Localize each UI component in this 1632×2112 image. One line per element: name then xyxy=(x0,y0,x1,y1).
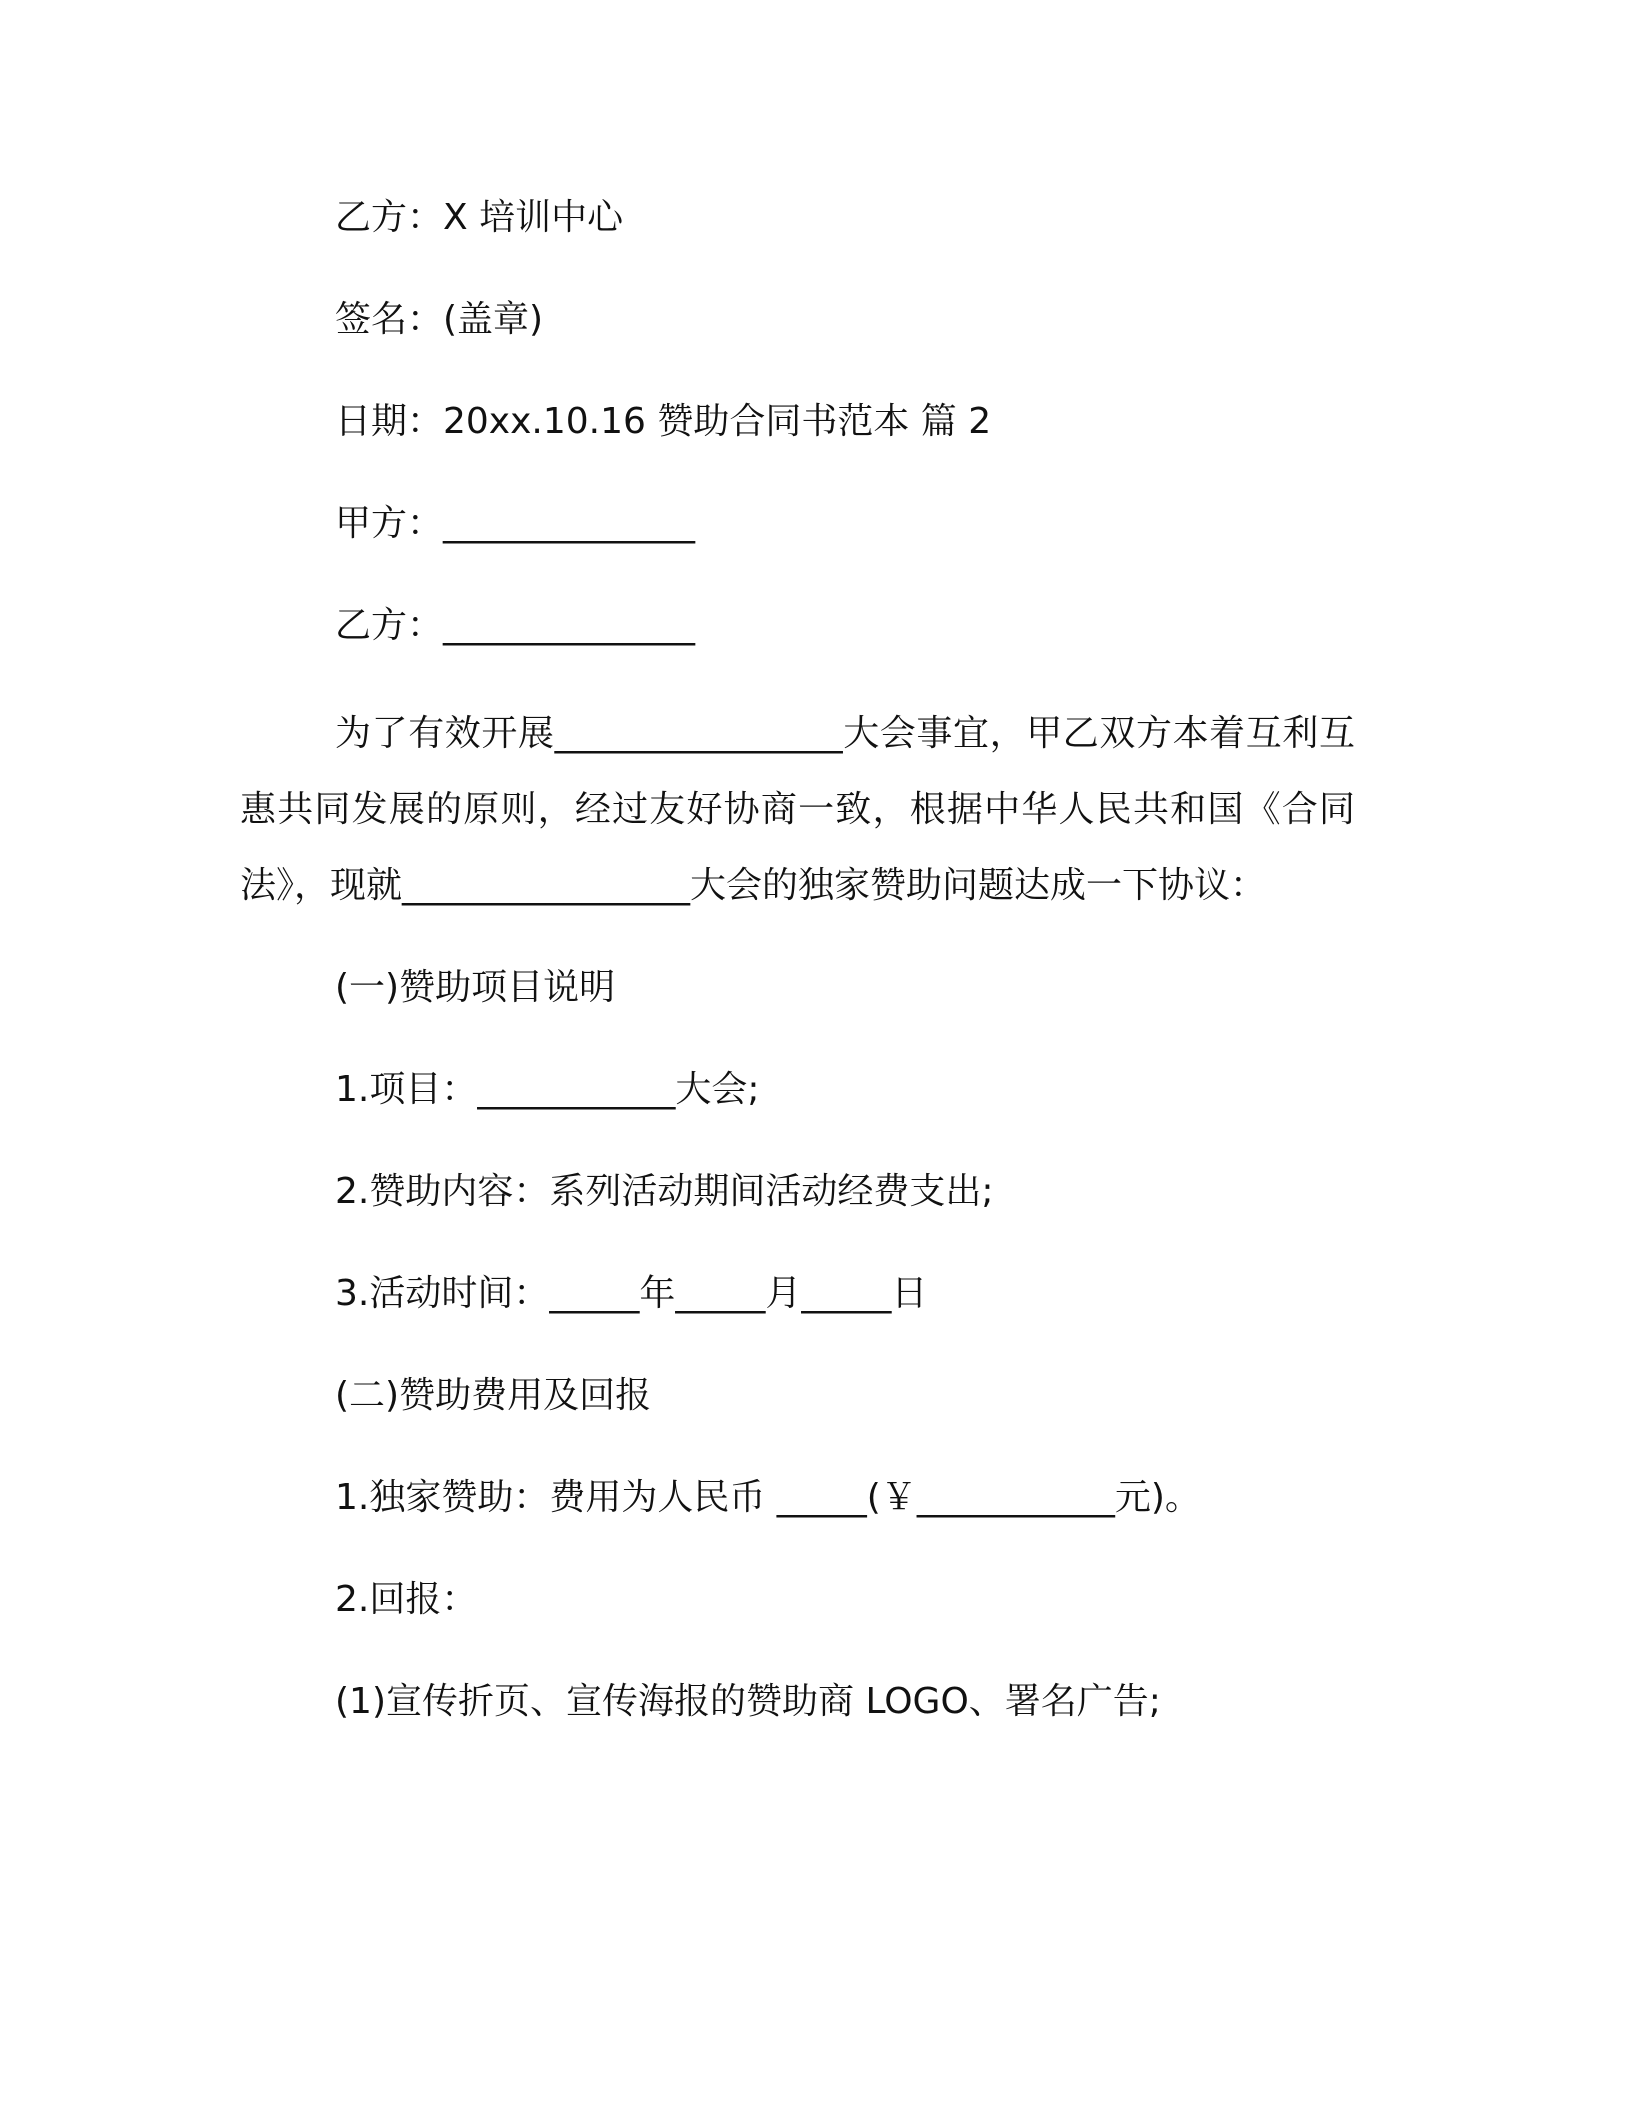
section-1-item-2: 2.赞助内容：系列活动期间活动经费支出; xyxy=(335,1171,994,1212)
party-a-blank-line: 甲方：______________ xyxy=(335,503,696,544)
party-b-blank-line: 乙方：______________ xyxy=(335,605,696,646)
section-1-heading: (一)赞助项目说明 xyxy=(335,967,616,1008)
intro-paragraph: 为了有效开展________________大会事宜，甲乙双方本着互利互惠共同发展的原则，经过友好协商一致，根据中华人民共和国《合同法》，现就________________大会的独家赞助问题达成一下协议： xyxy=(240,713,1355,906)
section-1-item-1: 1.项目：___________大会; xyxy=(335,1069,760,1110)
section-2-heading: (二)赞助费用及回报 xyxy=(335,1375,652,1416)
party-b-line: 乙方：X 培训中心 xyxy=(335,197,624,238)
section-2-item-3: (1)宣传折页、宣传海报的赞助商 LOGO、署名广告; xyxy=(335,1681,1161,1722)
signature-line: 签名：(盖章) xyxy=(335,299,544,340)
section-1-item-3: 3.活动时间：_____年_____月_____日 xyxy=(335,1273,928,1314)
date-and-title-line: 日期：20xx.10.16 赞助合同书范本 篇 2 xyxy=(335,401,992,442)
section-2-item-1: 1.独家赞助：费用为人民币 _____(￥___________元)。 xyxy=(335,1477,1201,1518)
section-2-item-2: 2.回报： xyxy=(335,1579,478,1620)
